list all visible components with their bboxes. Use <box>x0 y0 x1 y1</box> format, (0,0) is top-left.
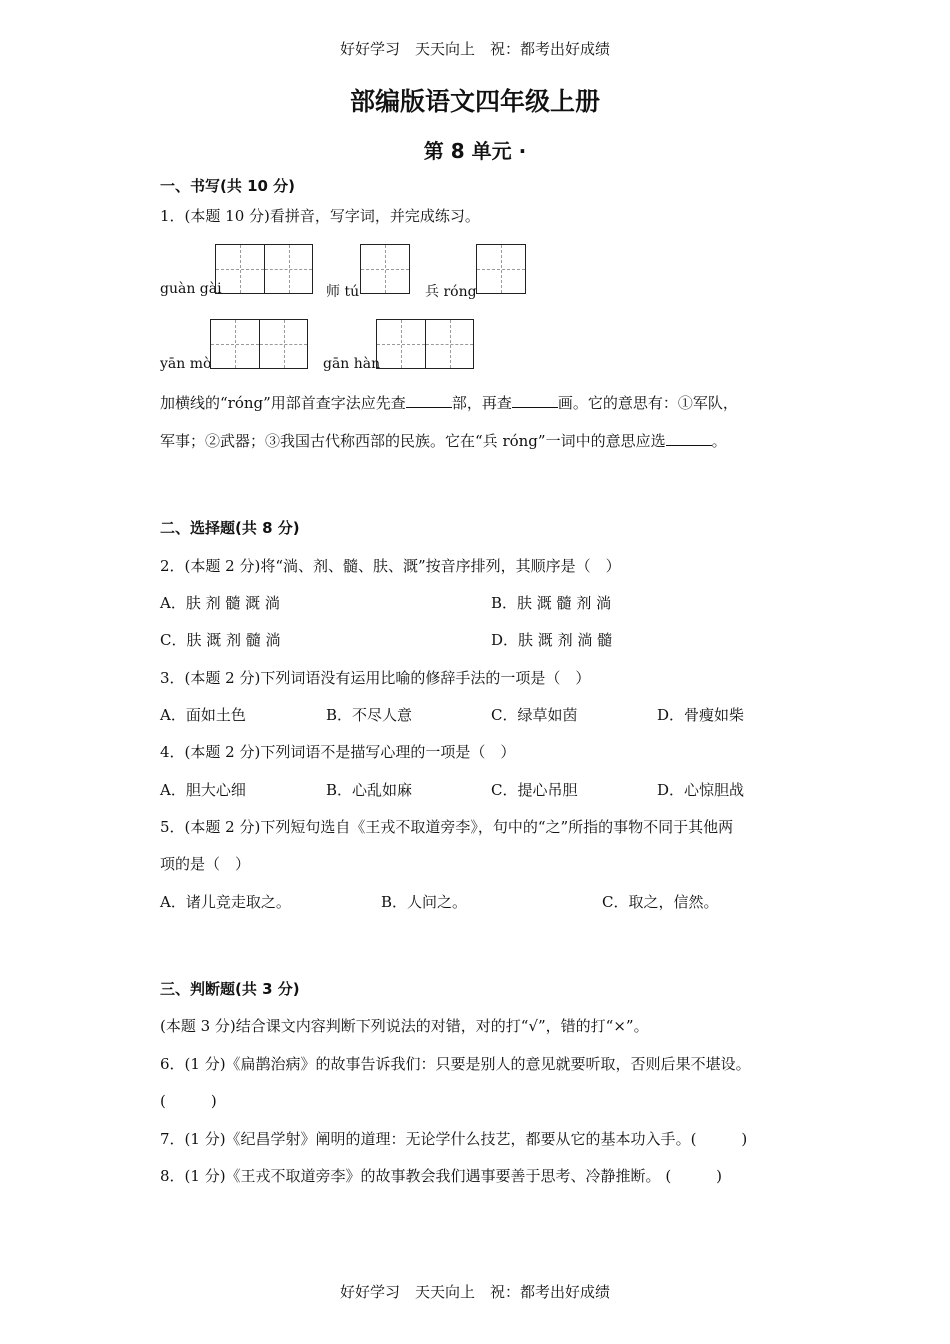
q1-line1-text-a: 加横线的“róng”用部首查字法应先查 <box>160 394 406 412</box>
q4-option-b[interactable]: B．心乱如麻 <box>326 781 413 799</box>
q6-text: 6．(1 分)《扁鹊治病》的故事告诉我们：只要是别人的意见就要听取，否则后果不堪设。 <box>160 1055 751 1073</box>
pinyin-yanmo: yān mò <box>160 356 212 372</box>
pinyin-guangai: guàn gài <box>160 281 222 297</box>
q4-option-c[interactable]: C．提心吊胆 <box>491 781 578 799</box>
grid-cell[interactable] <box>425 320 473 368</box>
q5-stem-line1: 5．(本题 2 分)下列短句选自《王戎不取道旁李》，句中的“之”所指的事物不同于其他两 <box>160 818 734 836</box>
q4-option-d[interactable]: D．心惊胆战 <box>657 781 745 799</box>
q5-option-a[interactable]: A．诸儿竞走取之。 <box>160 893 291 911</box>
writing-grid-yanmo[interactable] <box>210 319 308 369</box>
q3-option-a[interactable]: A．面如土色 <box>160 706 246 724</box>
q3-option-c[interactable]: C．绿草如茵 <box>491 706 578 724</box>
grid-cell[interactable] <box>259 320 307 368</box>
grid-cell[interactable] <box>361 245 409 293</box>
q1-line2-text-b: 。 <box>711 432 727 450</box>
section1-heading: 一、书写(共 10 分) <box>160 177 296 195</box>
answer-blank-strokes[interactable] <box>512 393 558 408</box>
q1-line1-text-c: 画。它的意思有：①军队， <box>557 394 738 412</box>
section3-intro: (本题 3 分)结合课文内容判断下列说法的对错，对的打“√”，错的打“×”。 <box>160 1017 649 1035</box>
grid-cell[interactable] <box>477 245 525 293</box>
pinyin-bingrong: 兵 róng <box>425 284 477 300</box>
q4-option-a[interactable]: A．胆大心细 <box>160 781 246 799</box>
writing-grid-shitu[interactable] <box>360 244 410 294</box>
page-subtitle: 第 8 单元 · <box>423 139 527 163</box>
section2-heading: 二、选择题(共 8 分) <box>160 519 300 537</box>
writing-grid-ganhan[interactable] <box>376 319 474 369</box>
answer-blank-meaning[interactable] <box>666 431 712 446</box>
q2-option-c[interactable]: C．肤 溉 剂 髓 淌 <box>160 631 281 649</box>
pinyin-ganhan: gān hàn <box>323 356 381 372</box>
section3-heading: 三、判断题(共 3 分) <box>160 980 300 998</box>
q5-stem-line2: 项的是（ ） <box>160 855 251 873</box>
q2-option-d[interactable]: D．肤 溉 剂 淌 髓 <box>491 631 613 649</box>
q1-line2 <box>160 430 727 451</box>
q2-option-a[interactable]: A．肤 剂 髓 溉 淌 <box>160 594 280 612</box>
writing-grid-guangai[interactable] <box>215 244 313 294</box>
q1-line1 <box>160 392 738 413</box>
page-footer: 好好学习 天天向上 祝：都考出好成绩 <box>339 1283 610 1301</box>
q8-text: 8．(1 分)《王戎不取道旁李》的故事教会我们遇事要善于思考、冷静推断。 ( ) <box>160 1167 723 1185</box>
q5-option-c[interactable]: C．取之，信然。 <box>602 893 719 911</box>
q3-option-d[interactable]: D．骨瘦如柴 <box>657 706 745 724</box>
grid-cell[interactable] <box>264 245 312 293</box>
q6-answer-paren[interactable]: ( ) <box>160 1092 217 1110</box>
q3-option-b[interactable]: B．不尽人意 <box>326 706 413 724</box>
q1-line1-text-b: 部，再查 <box>451 394 512 412</box>
writing-grid-bingrong[interactable] <box>476 244 526 294</box>
grid-cell[interactable] <box>377 320 425 368</box>
q2-stem: 2．(本题 2 分)将“淌、剂、髓、肤、溉”按音序排列，其顺序是（ ） <box>160 557 621 575</box>
q3-stem: 3．(本题 2 分)下列词语没有运用比喻的修辞手法的一项是（ ） <box>160 669 591 687</box>
grid-cell[interactable] <box>211 320 259 368</box>
pinyin-shitu: 师 tú <box>326 284 360 300</box>
answer-blank-radical[interactable] <box>406 393 452 408</box>
q2-option-b[interactable]: B．肤 溉 髓 剂 淌 <box>491 594 612 612</box>
q1-line2-text-a: 军事；②武器；③我国古代称西部的民族。它在“兵 róng”一词中的意思应选 <box>160 432 666 450</box>
q4-stem: 4．(本题 2 分)下列词语不是描写心理的一项是（ ） <box>160 743 516 761</box>
page-header: 好好学习 天天向上 祝：都考出好成绩 <box>339 40 610 58</box>
page-title: 部编版语文四年级上册 <box>349 87 600 116</box>
q7-text: 7．(1 分)《纪昌学射》阐明的道理：无论学什么技艺，都要从它的基本功入手。( ) <box>160 1130 748 1148</box>
q5-option-b[interactable]: B．人问之。 <box>381 893 468 911</box>
q1-stem: 1．(本题 10 分)看拼音，写字词，并完成练习。 <box>160 207 480 225</box>
grid-cell[interactable] <box>216 245 264 293</box>
